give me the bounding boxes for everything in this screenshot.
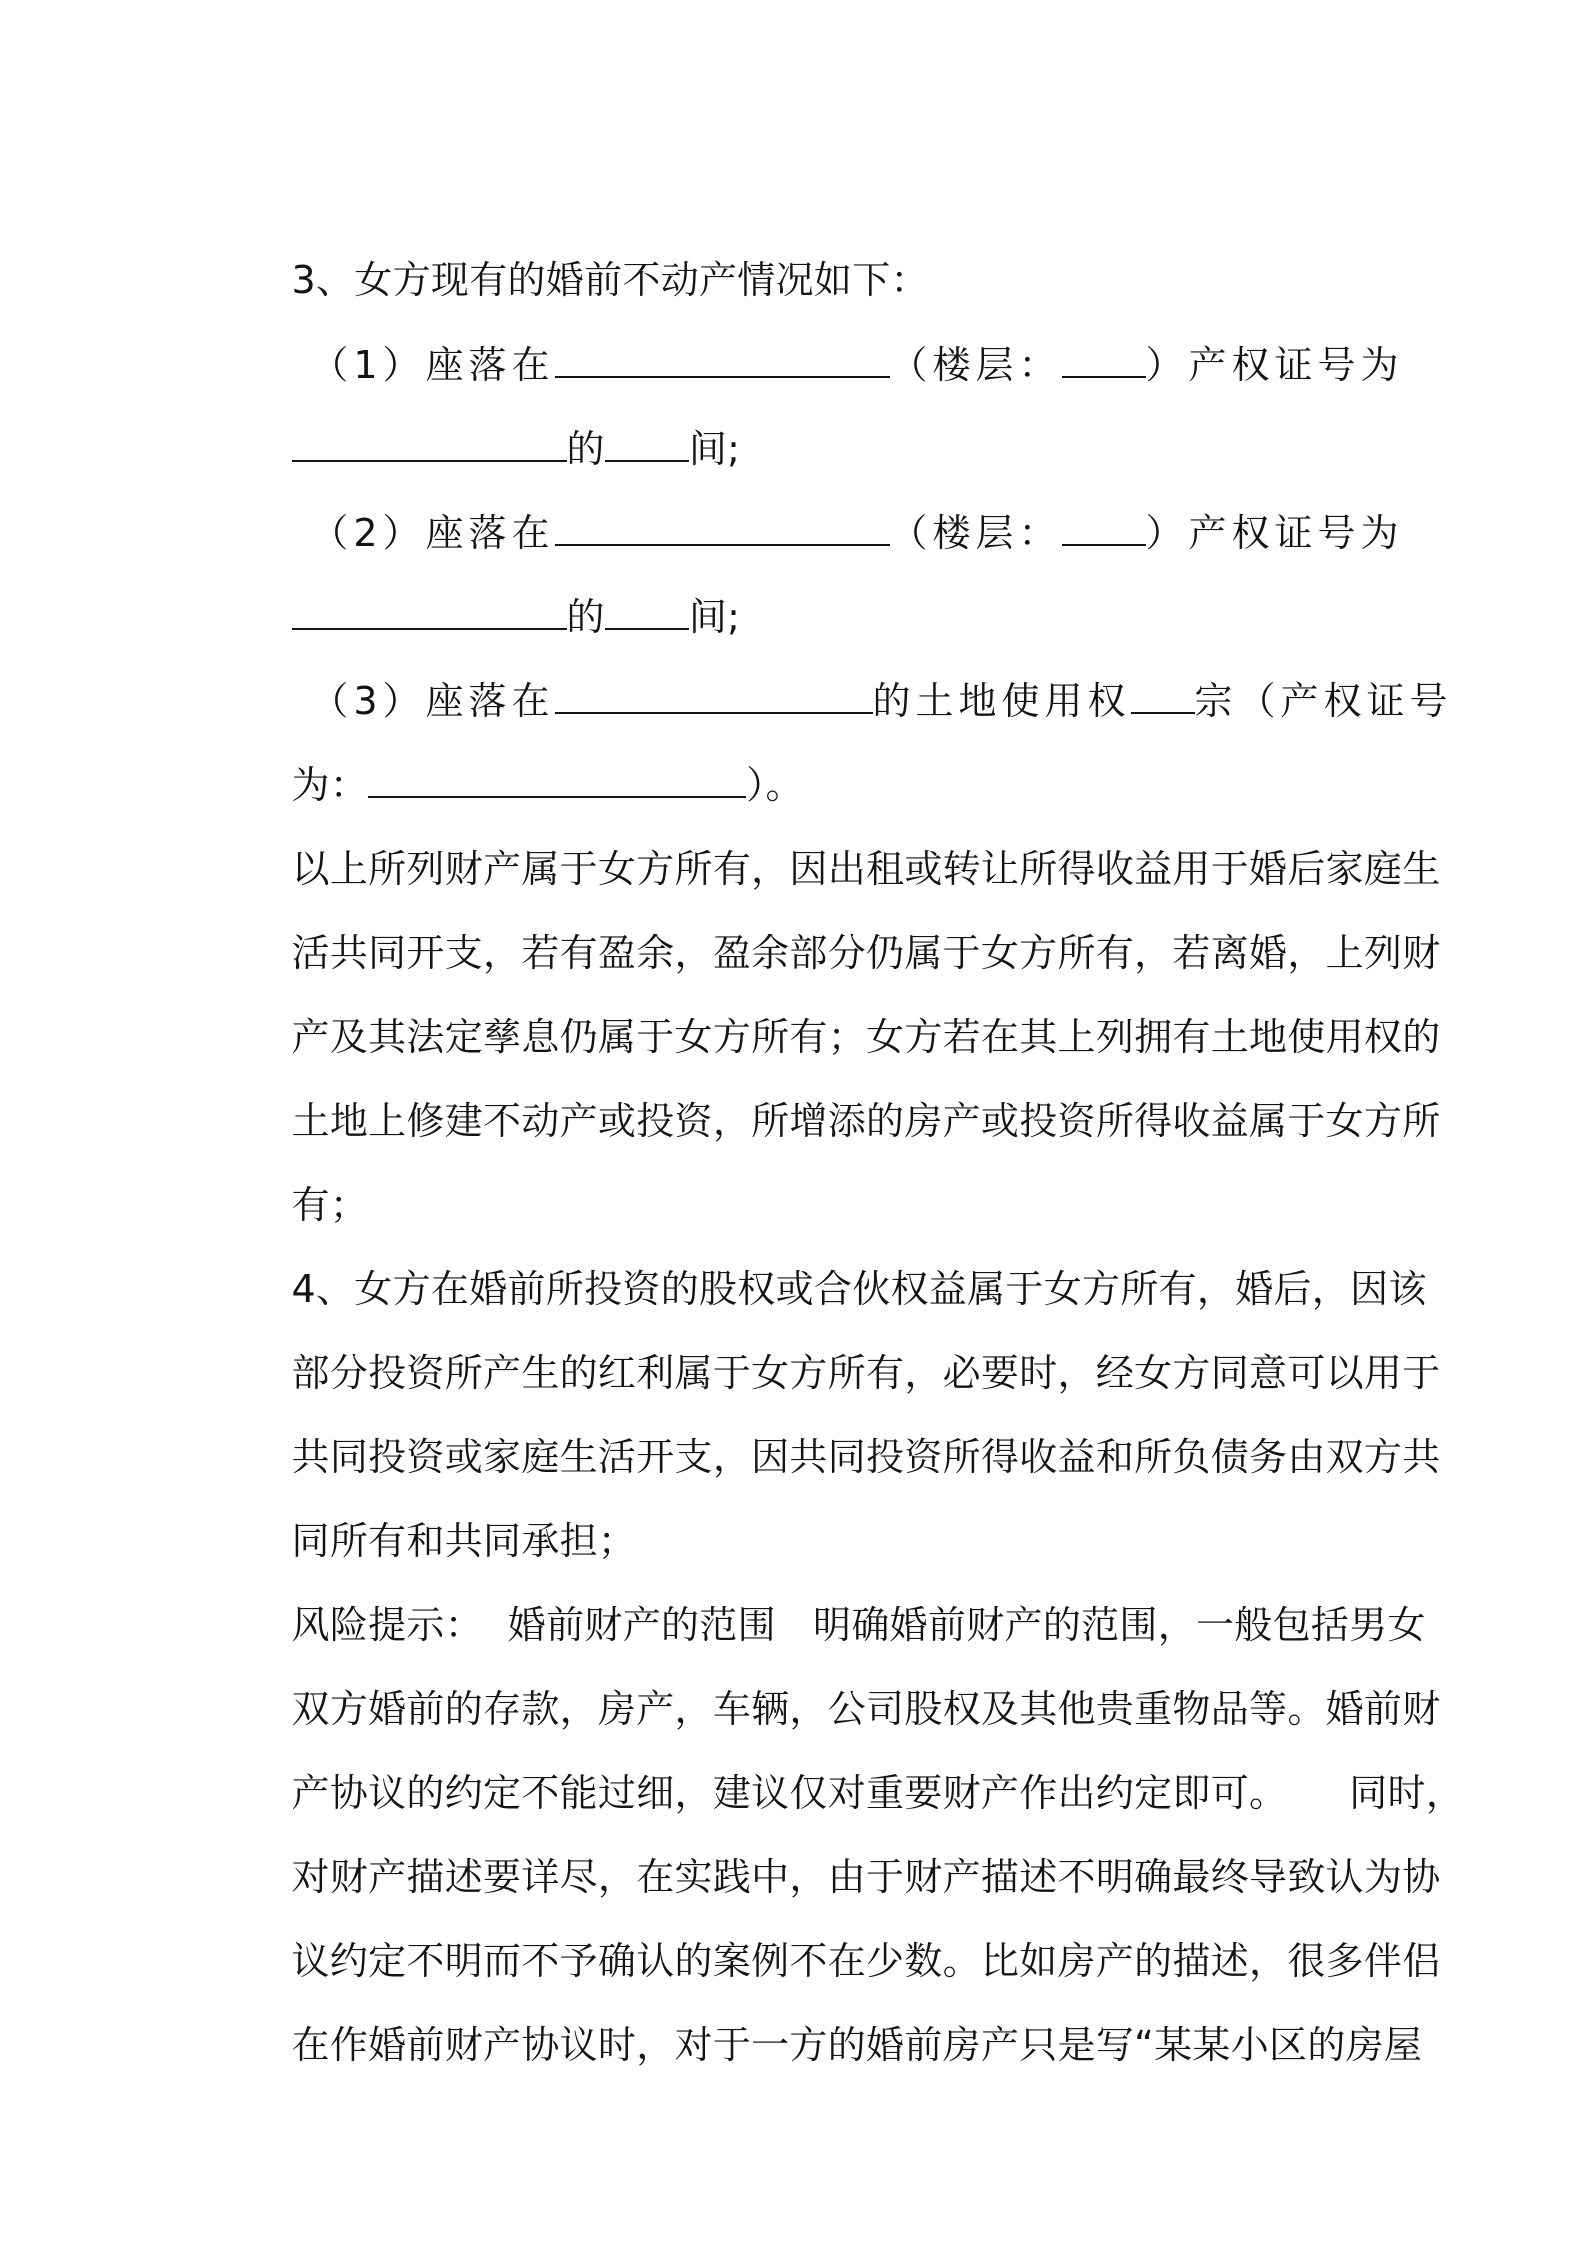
floor-label: （楼层： <box>889 511 1062 555</box>
paragraph-text: 对财产描述要详尽，在实践中，由于财产描述不明确最终导致认为协 <box>291 1855 1441 1899</box>
of-label: 的 <box>566 595 605 639</box>
paragraph-text: 同所有和共同承担； <box>291 1519 637 1563</box>
section-3-heading-text: 3、女方现有的婚前不动产情况如下： <box>291 258 929 302</box>
certificate-label: ）产权证号为 <box>1145 343 1404 387</box>
paragraph-text: 4、女方在婚前所投资的股权或合伙权益属于女方所有，婚后，因该 <box>291 1267 1427 1311</box>
paragraph-text: 土地上修建不动产或投资，所增添的房产或投资所得收益属于女方所 <box>291 1099 1441 1143</box>
certificate-number-blank <box>292 594 567 630</box>
room-label: 间; <box>688 595 741 639</box>
paragraph-text: 风险提示： 婚前财产的范围 明确婚前财产的范围，一般包括男女 <box>291 1603 1426 1647</box>
room-label: 间; <box>688 427 741 471</box>
location-blank <box>555 510 890 546</box>
certificate-label: ）产权证号为 <box>1145 511 1404 555</box>
location-blank <box>555 342 890 378</box>
location-blank <box>555 678 873 714</box>
floor-blank <box>1062 510 1146 546</box>
room-count-blank <box>605 594 689 630</box>
paragraph-text: 双方婚前的存款，房产，车辆，公司股权及其他贵重物品等。婚前财 <box>291 1687 1441 1731</box>
property-1-location-label: （1）座落在 <box>310 343 555 387</box>
land-use-label: 的土地使用权 <box>872 679 1131 723</box>
of-label: 的 <box>566 427 605 471</box>
floor-blank <box>1062 342 1146 378</box>
paragraph-text: 共同投资或家庭生活开支，因共同投资所得收益和所负债务由双方共 <box>291 1435 1441 1479</box>
paragraph-text: 在作婚前财产协议时，对于一方的婚前房产只是写“某某小区的房屋 <box>291 2023 1423 2067</box>
property-3-location-label: （3）座落在 <box>310 679 555 723</box>
parcel-count-blank <box>1131 678 1195 714</box>
paragraph-text: 部分投资所产生的红利属于女方所有，必要时，经女方同意可以用于 <box>291 1351 1441 1395</box>
property-2-location-label: （2）座落在 <box>310 511 555 555</box>
certificate-prefix: 为： <box>291 763 369 807</box>
paragraph-text: 活共同开支，若有盈余，盈余部分仍属于女方所有，若离婚，上列财 <box>291 931 1441 975</box>
closing-paren: ）。 <box>746 763 804 807</box>
paragraph-text: 议约定不明而不予确认的案例不在少数。比如房产的描述，很多伴侣 <box>291 1939 1441 1983</box>
paragraph-text: 产协议的约定不能过细，建议仅对重要财产作出约定即可。 同时， <box>291 1771 1465 1815</box>
paragraph-text: 产及其法定孳息仍属于女方所有；女方若在其上列拥有土地使用权的 <box>291 1015 1441 1059</box>
parcel-label: 宗（产权证号 <box>1194 679 1453 723</box>
risk-tip-line <box>242 1970 1423 2120</box>
certificate-number-blank <box>368 762 746 798</box>
certificate-number-blank <box>292 426 567 462</box>
paragraph-text: 有； <box>291 1183 369 1227</box>
floor-label: （楼层： <box>889 343 1062 387</box>
room-count-blank <box>605 426 689 462</box>
paragraph-text: 以上所列财产属于女方所有，因出租或转让所得收益用于婚后家庭生 <box>291 847 1441 891</box>
